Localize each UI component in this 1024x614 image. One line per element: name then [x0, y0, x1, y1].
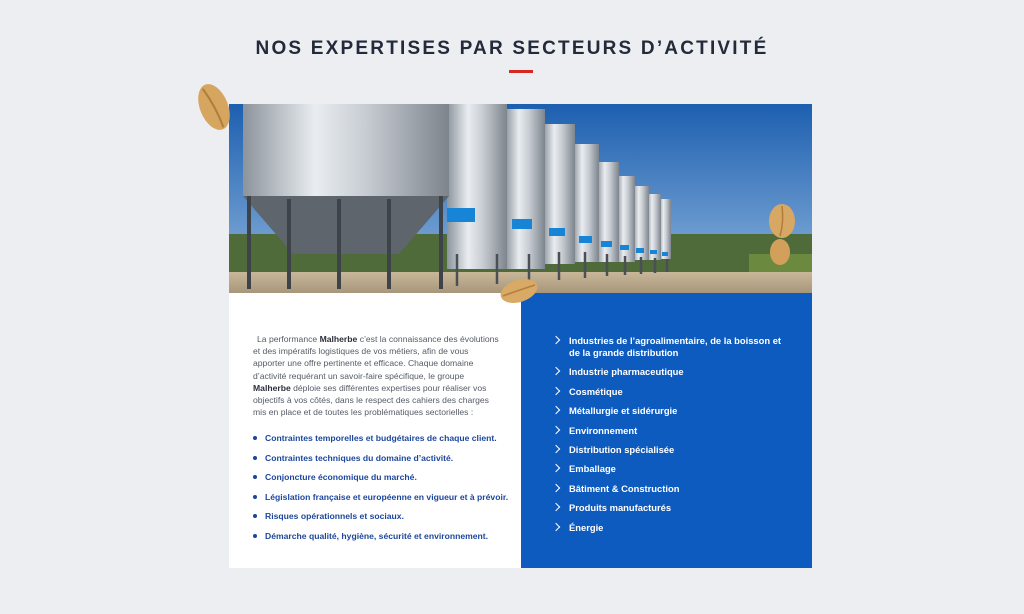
sector-label[interactable]: Environnement [569, 424, 638, 436]
constraint-label: Démarche qualité, hygiène, sécurité et environnement. [265, 530, 489, 541]
brand-name: Malherbe [253, 382, 291, 393]
sector-item[interactable] [553, 386, 793, 398]
chevron-right-icon [552, 387, 560, 395]
sector-label[interactable]: Emballage [569, 463, 616, 475]
intro-text [253, 333, 501, 418]
chevron-right-icon [552, 425, 560, 433]
chevron-right-icon [552, 406, 560, 414]
sector-item[interactable] [553, 502, 793, 514]
chevron-right-icon [552, 522, 560, 530]
sector-item[interactable] [553, 463, 793, 475]
bullet-dot-icon [253, 475, 257, 479]
constraint-label: Conjoncture économique du marché. [265, 472, 417, 482]
sector-item[interactable] [553, 522, 793, 534]
hero-silos-image [229, 104, 812, 293]
grain-seed-icon [194, 80, 234, 134]
constraints-list [253, 433, 513, 550]
silos-illustration [229, 104, 812, 293]
grain-seed-icon [764, 202, 800, 268]
sector-label[interactable]: Distribution spécialisée [569, 443, 675, 455]
sector-item[interactable] [553, 483, 793, 495]
chevron-right-icon [552, 503, 560, 511]
chevron-right-icon [552, 336, 560, 344]
bullet-dot-icon [253, 514, 257, 518]
sector-label[interactable]: Industrie pharmaceutique [569, 366, 684, 378]
sectors-list [553, 335, 793, 541]
chevron-right-icon [552, 445, 560, 453]
title-underline [509, 70, 533, 73]
grain-seed-icon [498, 276, 540, 306]
sector-label[interactable]: Industries de l’agroalimentaire, de la boisson et de la grande distribution [569, 335, 782, 358]
chevron-right-icon [552, 483, 560, 491]
sector-label[interactable]: Cosmétique [569, 385, 623, 397]
intro-text-part: c’est la connaissance des évolutions et des impératifs logistiques de vos métiers, afin de vous apporter une offre pertinente et efficace. Chaque domaine d’activité requérant un savoir-faire spécifique, le groupe [253, 334, 499, 381]
intro-text-part: La performance [257, 334, 320, 344]
sector-label[interactable]: Métallurgie et sidérurgie [569, 405, 678, 417]
sector-item[interactable] [553, 405, 793, 417]
chevron-right-icon [552, 367, 560, 375]
constraint-label: Contraintes temporelles et budgétaires de chaque client. [265, 433, 497, 443]
sectors-panel [521, 293, 812, 568]
bullet-dot-icon [253, 534, 257, 538]
sector-label[interactable]: Bâtiment & Construction [569, 482, 680, 494]
constraint-item [253, 472, 513, 492]
constraint-item [253, 511, 513, 531]
sector-item[interactable] [553, 425, 793, 437]
constraint-label: Contraintes techniques du domaine d’activité. [265, 452, 454, 463]
sector-label[interactable]: Énergie [569, 521, 604, 533]
section-title: NOS EXPERTISES PAR SECTEURS D’ACTIVITÉ [255, 38, 769, 59]
constraint-item [253, 433, 513, 453]
sector-item[interactable] [553, 444, 793, 456]
constraint-item [253, 492, 513, 512]
constraint-item [253, 453, 513, 473]
constraint-label: Législation française et européenne en vigueur et à prévoir. [265, 491, 509, 502]
intro-text-part: déploie ses différentes expertises pour réaliser vos objectifs à vos côtés, dans le respect des cahiers des charges mis en place et de toutes les problématiques sectorielles : [253, 382, 489, 418]
intro-panel [229, 293, 521, 568]
bullet-dot-icon [253, 436, 257, 440]
constraint-item [253, 531, 513, 551]
chevron-right-icon [552, 464, 560, 472]
constraint-label: Risques opérationnels et sociaux. [265, 511, 404, 521]
bullet-dot-icon [253, 456, 257, 460]
brand-name: Malherbe [319, 334, 358, 344]
bullet-dot-icon [253, 495, 257, 499]
sector-label[interactable]: Produits manufacturés [569, 502, 672, 514]
sector-item[interactable] [553, 366, 793, 378]
sector-item[interactable] [553, 335, 793, 359]
